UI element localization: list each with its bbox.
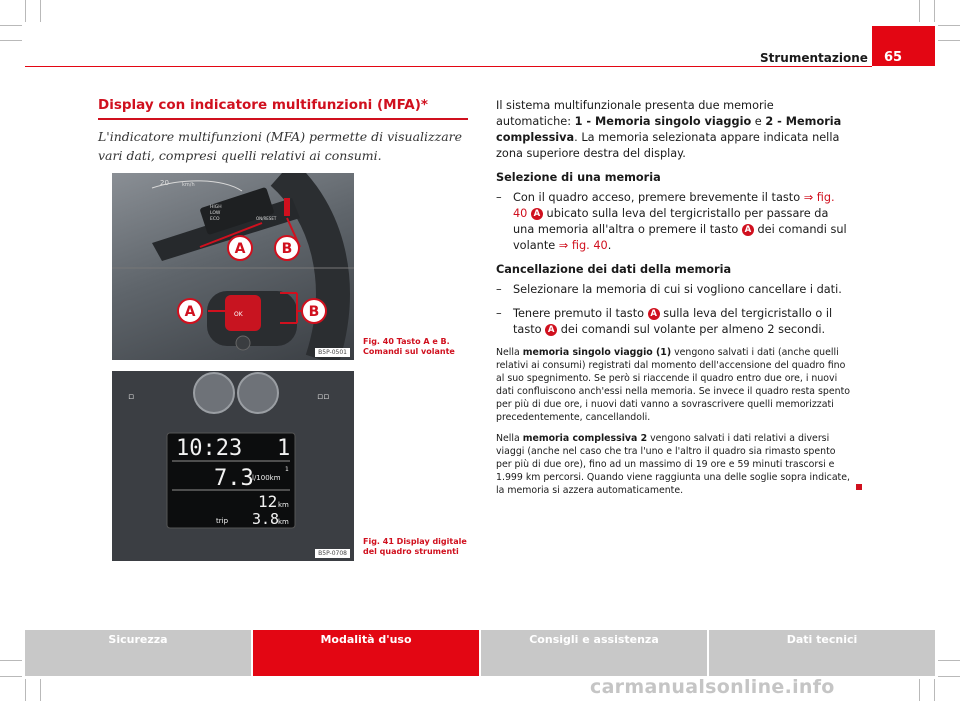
steering-illustration	[112, 173, 354, 360]
crop-mark	[938, 25, 960, 26]
stalk-label: ECO	[210, 217, 220, 222]
stalk-label: HIGH	[210, 205, 222, 210]
figure-caption: Fig. 40 Tasto A e B. Comandi sul volante	[363, 337, 455, 356]
ok-button-label: OK	[234, 311, 243, 318]
crop-mark	[25, 679, 26, 701]
list-item: – Selezionare la memoria di cui si vogliono cancellare i dati.	[496, 283, 842, 296]
figure-ref-code: B5P-0708	[315, 549, 350, 558]
subheading: Selezione di una memoria	[496, 171, 661, 184]
figure-steering-controls	[112, 173, 354, 360]
crop-mark	[934, 0, 935, 22]
note-paragraph: Nella memoria singolo viaggio (1) vengono salvati i dati (anche quelli relativi ai consumi) registrati dal momento dell'accensione del quadro fino al suo spegnimento. Se però si riaccende il quadro entro due ore, i nuovi dati confluiscono anch'essi nella memoria. Se invece il quadro resta spento per più di due ore, i nuovi dati vanno a sovrascrivere quelli memorizzati precedentemente, cancellandoli.	[496, 347, 850, 423]
subheading: Cancellazione dei dati della memoria	[496, 263, 732, 276]
stalk-label: LOW	[210, 211, 221, 216]
figure-link[interactable]: ⇒ fig. 40	[558, 239, 608, 252]
intro-text: L'indicatore multifunzioni (MFA) permette di visualizzare vari dati, compresi quelli relativi ai consumi.	[98, 129, 463, 163]
crop-mark	[0, 676, 22, 677]
crop-mark	[919, 679, 920, 701]
tab-sicurezza[interactable]: Sicurezza	[25, 630, 251, 676]
crop-mark	[938, 40, 960, 41]
key-badge: A	[531, 208, 543, 220]
section-title: Display con indicatore multifunzioni (MFA)*	[98, 97, 428, 113]
figure-instrument-display	[112, 371, 354, 561]
figure-ref-code: B5P-0501	[315, 348, 350, 357]
crop-mark	[40, 679, 41, 701]
note-paragraph: Nella memoria complessiva 2 vengono salvati i dati relativi a diversi viaggi (anche nel caso che tra l'uno e l'altro il quadro sia rimasto spento per più di due ore), fino ad un massimo di 19 ore e 59 minuti trascorsi e 1.999 km percorsi. Quando viene raggiunta una delle soglie sopra indicate, la memoria si azzera automaticamente.	[496, 433, 850, 496]
tab-consigli-assistenza[interactable]: Consigli e assistenza	[481, 630, 707, 676]
figure-caption: Fig. 41 Display digitale del quadro strumenti	[363, 537, 467, 556]
display-distance2: 3.8	[252, 510, 280, 528]
crop-mark	[919, 0, 920, 22]
figure-link[interactable]: ⇒ fig. 40	[513, 191, 835, 220]
section-end-marker	[856, 484, 862, 490]
section-rule	[98, 118, 468, 120]
crop-mark	[938, 660, 960, 661]
body-text	[496, 98, 852, 505]
crop-mark	[938, 676, 960, 677]
display-time: 10:23	[176, 436, 243, 461]
callout-b: B	[281, 241, 293, 257]
crop-mark	[40, 0, 41, 22]
svg-text:km/h: km/h	[182, 182, 195, 188]
list-item: – Tenere premuto il tasto A sulla leva del tergicristallo o il tasto A dei comandi sul volante per almeno 2 secondi.	[496, 307, 833, 336]
display-distance2-unit: km	[278, 518, 289, 526]
svg-text:20: 20	[160, 179, 169, 187]
display-distance1: 12	[258, 492, 278, 511]
crop-mark	[0, 25, 22, 26]
watermark: carmanualsonline.info	[590, 676, 835, 698]
running-header: Strumentazione	[760, 51, 868, 65]
display-trip-label: trip	[216, 517, 229, 525]
display-consumption-unit: l/100km	[252, 474, 281, 482]
stalk-label: ON/RESET	[256, 216, 277, 221]
key-badge: A	[545, 324, 557, 336]
key-badge: A	[648, 308, 660, 320]
crop-mark	[25, 0, 26, 22]
display-distance1-unit: km	[278, 501, 289, 509]
tab-modalita-uso[interactable]: Modalità d'uso	[253, 630, 479, 676]
callout-a: A	[234, 241, 246, 257]
crop-mark	[934, 679, 935, 701]
crop-mark	[0, 660, 22, 661]
list-item: – Con il quadro acceso, premere brevemente il tasto ⇒ fig. 40 A ubicato sulla leva del tergicristallo per passare da una memoria all'altra o premere il tasto A dei comandi sul volante ⇒ fig. 40.	[496, 191, 847, 252]
callout-a: A	[184, 304, 196, 320]
display-superscript: 1	[285, 466, 289, 473]
page-number: 65	[872, 26, 935, 66]
header-rule	[25, 66, 872, 67]
callout-b: B	[308, 304, 320, 320]
display-memory: 1	[277, 436, 291, 461]
paragraph: Il sistema multifunzionale presenta due memorie automatiche: 1 - Memoria singolo viaggio e 2 - Memoria complessiva. La memoria selezionata appare indicata nella zona superiore destra del display.	[496, 99, 842, 160]
display-consumption: 7.3	[214, 466, 254, 491]
tab-dati-tecnici[interactable]: Dati tecnici	[709, 630, 935, 676]
svg-text:▫: ▫	[128, 392, 135, 402]
key-badge: A	[742, 224, 754, 236]
svg-text:▫▫: ▫▫	[317, 392, 330, 402]
display-illustration	[112, 371, 354, 561]
footer-nav	[25, 630, 935, 676]
crop-mark	[0, 40, 22, 41]
